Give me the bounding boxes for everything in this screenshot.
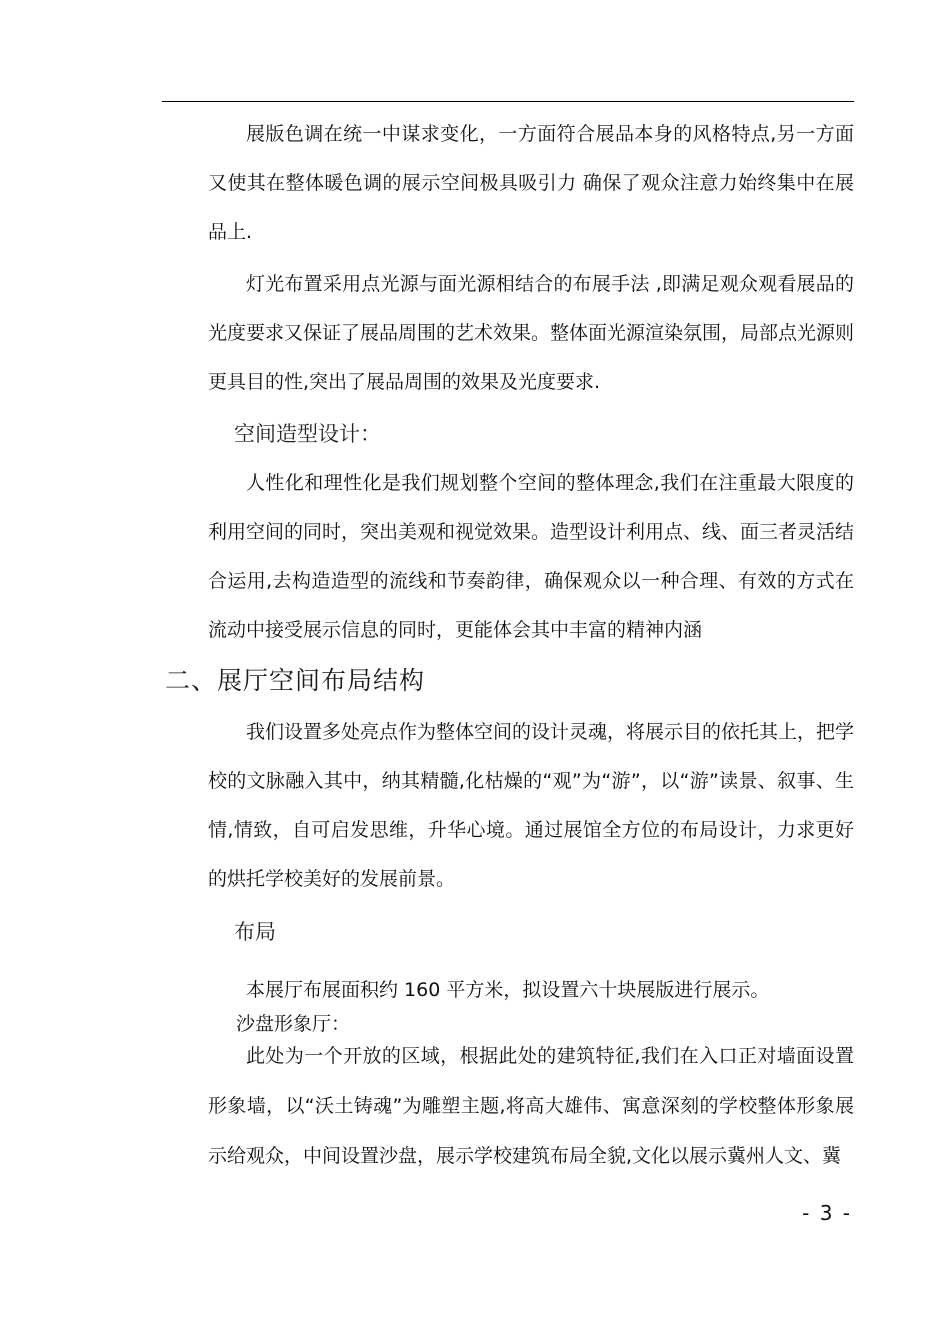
subheading-sandbox-hall: 沙盘形象厅： — [236, 1013, 351, 1035]
paragraph-sandbox: 此处为一个开放的区域，根据此处的建筑特征,我们在入口正对墙面设置形象墙，以“沃土铸魂”为雕塑主题,将高大雄伟、寓意深刻的学校整体形象展示给观众，中间设置沙盘，展示学校建筑布局全貌,文化以展示冀州人文、冀 — [208, 1045, 854, 1167]
paragraph-highlights: 我们设置多处亮点作为整体空间的设计灵魂，将展示目的依托其上，把学校的文脉融入其中，纳其精髓,化枯燥的“观”为“游”，以“游”读景、叙事、生情,情致，自可启发思维，升华心境。通过展馆全方位的布局设计，力求更好的烘托学校美好的发展前景。 — [208, 721, 855, 890]
paragraph-area: 本展厅布展面积约 160 平方米，拟设置六十块展版进行展示。 — [246, 979, 770, 1001]
paragraph-space-concept: 人性化和理性化是我们规划整个空间的整体理念,我们在注重最大限度的利用空间的同时，突出美观和视觉效果。造型设计利用点、线、面三者灵活结合运用,去构造造型的流线和节奏韵律，确保观众以一种合理、有效的方式在流动中接受展示信息的同时，更能体会其中丰富的精神内涵 — [208, 472, 855, 641]
paragraph-color-tone: 展版色调在统一中谋求变化，一方面符合展品本身的风格特点,另一方面又使其在整体暖色调的展示空间极具吸引力 确保了观众注意力始终集中在展品上. — [208, 123, 854, 243]
subheading-space-design: 空间造型设计： — [234, 422, 381, 446]
header-rule — [162, 101, 854, 102]
paragraph-lighting: 灯光布置采用点光源与面光源相结合的布展手法 ,即满足观众观看展品的光度要求又保证了展品周围的艺术效果。整体面光源渲染氛围，局部点光源则更具目的性,突出了展品周围的效果及光度要求. — [208, 273, 855, 393]
section-heading: 二、展厅空间布局结构 — [165, 666, 426, 695]
page-number: - 3 - — [802, 1201, 852, 1225]
subheading-layout: 布局 — [234, 920, 276, 944]
